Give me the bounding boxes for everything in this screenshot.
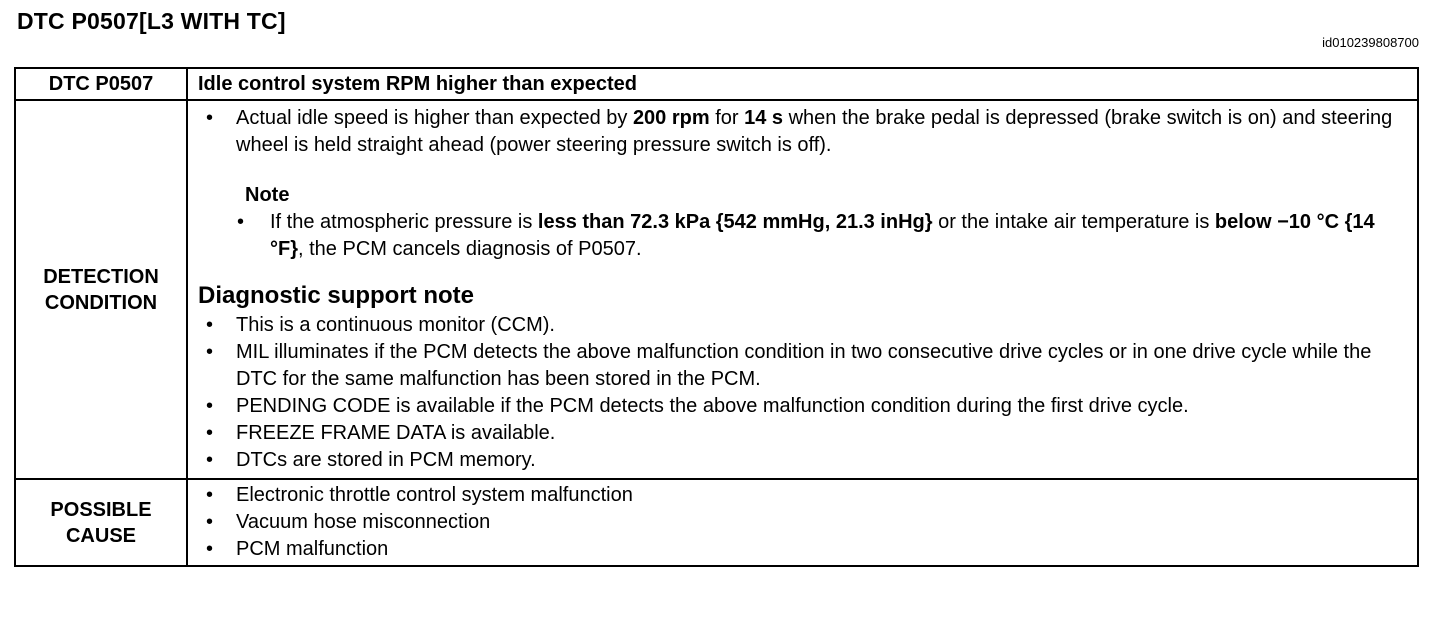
text-run: Actual idle speed is higher than expected by xyxy=(236,107,633,129)
cause-row xyxy=(15,479,1418,566)
text-run: for xyxy=(709,107,745,129)
text-run: or the intake air temperature is xyxy=(932,211,1215,233)
list-item: • This is a continuous monitor (CCM). xyxy=(188,312,1407,339)
list-item: • PENDING CODE is available if the PCM detects the above malfunction condition during the first drive cycle. xyxy=(188,393,1407,420)
dtc-table xyxy=(14,67,1419,567)
document-id: id010239808700 xyxy=(1322,35,1419,50)
page-title: DTC P0507[L3 WITH TC] xyxy=(17,8,286,34)
list-item: • FREEZE FRAME DATA is available. xyxy=(188,420,1407,447)
cause-label-line1: POSSIBLE xyxy=(50,498,152,521)
detection-bullet xyxy=(188,105,1407,159)
note-list xyxy=(188,209,1407,263)
support-note-list xyxy=(188,312,1407,474)
detection-row xyxy=(15,100,1418,479)
detection-content-cell xyxy=(187,100,1418,479)
note-heading: Note xyxy=(245,184,290,206)
list-item: • Electronic throttle control system malfunction xyxy=(188,482,1407,509)
cause-label-line2: CAUSE xyxy=(65,524,136,547)
cause-list xyxy=(188,482,1407,563)
dtc-description-cell: Idle control system RPM higher than expected xyxy=(187,68,1418,100)
dtc-code-cell: DTC P0507 xyxy=(15,68,187,100)
detection-label-cell xyxy=(15,100,187,479)
cause-label-cell xyxy=(15,479,187,566)
detection-label-line2: CONDITION xyxy=(44,291,158,314)
bold-value: less than 72.3 kPa {542 mmHg, 21.3 inHg} xyxy=(537,211,933,233)
note-bullet xyxy=(188,209,1407,263)
text-run: when the brake pedal is depressed (brake switch is on) and steering wheel is held straight ahead (power steering pressure switch is off). xyxy=(236,107,1393,156)
list-item: • Vacuum hose misconnection xyxy=(188,509,1407,536)
list-item: • MIL illuminates if the PCM detects the above malfunction condition in two consecutive drive cycles or in one drive cycle while the DTC for the same malfunction has been stored in the PCM. xyxy=(188,339,1407,393)
detection-list xyxy=(188,105,1407,159)
detection-label-line1: DETECTION xyxy=(43,265,159,288)
cause-content-cell xyxy=(187,479,1418,566)
list-item: • PCM malfunction xyxy=(188,536,1407,563)
text-run: If the atmospheric pressure is xyxy=(270,211,538,233)
list-item: • DTCs are stored in PCM memory. xyxy=(188,447,1407,474)
bold-value: 200 rpm xyxy=(632,107,710,129)
bold-value: 14 s xyxy=(744,107,784,129)
table-header-row xyxy=(15,68,1418,100)
bold-value: below −10 °C {14 °F} xyxy=(270,211,1375,260)
text-run: , the PCM cancels diagnosis of P0507. xyxy=(298,238,642,260)
support-note-heading: Diagnostic support note xyxy=(198,282,474,309)
